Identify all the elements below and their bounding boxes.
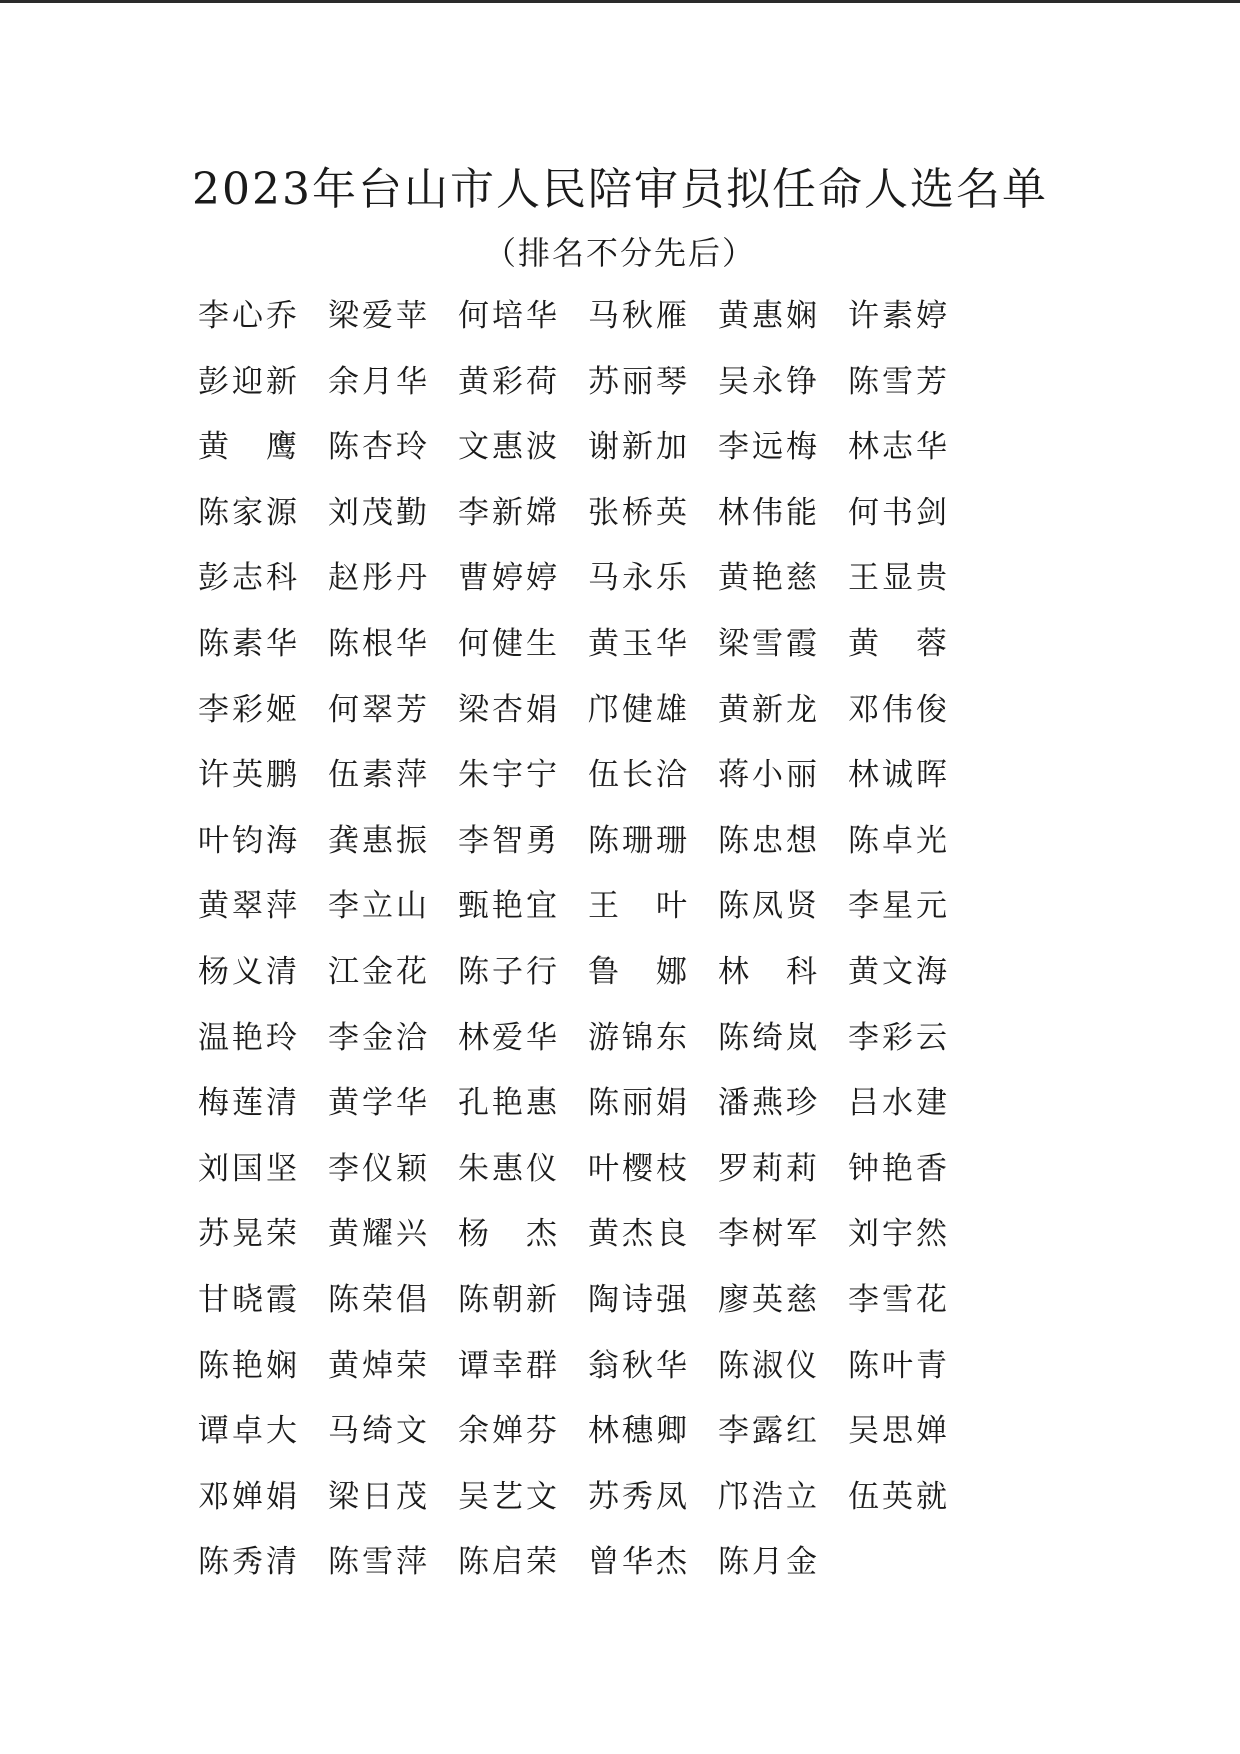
person-name: 鲁 娜 bbox=[588, 953, 690, 990]
person-name: 黄焯荣 bbox=[328, 1347, 430, 1384]
name-row bbox=[198, 688, 998, 754]
person-name: 温艳玲 bbox=[198, 1019, 300, 1056]
person-name: 林 科 bbox=[718, 953, 820, 990]
person-name: 叶樱枝 bbox=[588, 1150, 690, 1187]
person-name: 陈忠想 bbox=[718, 822, 820, 859]
person-name: 陈绮岚 bbox=[718, 1019, 820, 1056]
person-name: 梁日茂 bbox=[328, 1478, 430, 1515]
person-name: 钟艳香 bbox=[848, 1150, 950, 1187]
person-name: 刘国坚 bbox=[198, 1150, 300, 1187]
person-name: 许英鹏 bbox=[198, 757, 300, 794]
person-name: 梅莲清 bbox=[198, 1085, 300, 1122]
person-name: 朱惠仪 bbox=[458, 1150, 560, 1187]
person-name: 陈启荣 bbox=[458, 1544, 560, 1581]
person-name: 吴思婵 bbox=[848, 1413, 950, 1450]
person-name: 黄新龙 bbox=[718, 691, 820, 728]
person-name: 陈子行 bbox=[458, 953, 560, 990]
person-name: 伍英就 bbox=[848, 1478, 950, 1515]
name-row bbox=[198, 1278, 998, 1344]
person-name: 陈秀清 bbox=[198, 1544, 300, 1581]
person-name: 甄艳宜 bbox=[458, 888, 560, 925]
name-row bbox=[198, 622, 998, 688]
scan-edge-line bbox=[0, 0, 1240, 3]
person-name: 王 叶 bbox=[588, 888, 690, 925]
name-row bbox=[198, 950, 998, 1016]
person-name: 陈淑仪 bbox=[718, 1347, 820, 1384]
name-row bbox=[198, 1081, 998, 1147]
person-name: 游锦东 bbox=[588, 1019, 690, 1056]
person-name: 许素婷 bbox=[848, 298, 950, 334]
person-name: 梁雪霞 bbox=[718, 625, 820, 662]
person-name: 梁杏娟 bbox=[458, 691, 560, 728]
person-name: 林诚晖 bbox=[848, 757, 950, 794]
document-subtitle: （排名不分先后） bbox=[483, 234, 756, 272]
person-name: 叶钧海 bbox=[198, 822, 300, 859]
person-name: 黄学华 bbox=[328, 1085, 430, 1122]
person-name: 黄玉华 bbox=[588, 625, 690, 662]
person-name: 龚惠振 bbox=[328, 822, 430, 859]
person-name: 杨 杰 bbox=[458, 1216, 560, 1253]
document-title: 2023年台山市人民陪审员拟任命人选名单 bbox=[192, 164, 1048, 215]
person-name: 王显贵 bbox=[848, 560, 950, 597]
person-name: 苏秀凤 bbox=[588, 1478, 690, 1515]
person-name: 李雪花 bbox=[848, 1281, 950, 1318]
person-name: 甘晓霞 bbox=[198, 1281, 300, 1318]
name-row bbox=[198, 884, 998, 950]
person-name: 林穗卿 bbox=[588, 1413, 690, 1450]
person-name: 黄惠娴 bbox=[718, 298, 820, 334]
person-name: 李星元 bbox=[848, 888, 950, 925]
person-name: 陈雪萍 bbox=[328, 1544, 430, 1581]
name-row bbox=[198, 1540, 998, 1606]
person-name: 伍长洽 bbox=[588, 757, 690, 794]
person-name: 张桥英 bbox=[588, 494, 690, 531]
person-name: 李智勇 bbox=[458, 822, 560, 859]
name-row bbox=[198, 491, 998, 557]
person-name: 刘茂勤 bbox=[328, 494, 430, 531]
person-name: 陈素华 bbox=[198, 625, 300, 662]
person-name: 黄耀兴 bbox=[328, 1216, 430, 1253]
person-name: 陈家源 bbox=[198, 494, 300, 531]
person-name: 黄杰良 bbox=[588, 1216, 690, 1253]
person-name: 潘燕珍 bbox=[718, 1085, 820, 1122]
person-name: 陈朝新 bbox=[458, 1281, 560, 1318]
name-row bbox=[198, 753, 998, 819]
name-row bbox=[198, 1212, 998, 1278]
person-name: 余月华 bbox=[328, 363, 430, 400]
person-name: 吴艺文 bbox=[458, 1478, 560, 1515]
person-name: 梁爱苹 bbox=[328, 298, 430, 334]
person-name: 何健生 bbox=[458, 625, 560, 662]
person-name: 邓伟俊 bbox=[848, 691, 950, 728]
person-name: 马永乐 bbox=[588, 560, 690, 597]
person-name: 陶诗强 bbox=[588, 1281, 690, 1318]
name-row bbox=[198, 425, 998, 491]
person-name: 黄翠萍 bbox=[198, 888, 300, 925]
person-name: 朱宇宁 bbox=[458, 757, 560, 794]
person-name: 谭卓大 bbox=[198, 1413, 300, 1450]
person-name: 李新嫦 bbox=[458, 494, 560, 531]
person-name: 陈荣倡 bbox=[328, 1281, 430, 1318]
person-name: 李彩云 bbox=[848, 1019, 950, 1056]
person-name: 何翠芳 bbox=[328, 691, 430, 728]
person-name: 邝健雄 bbox=[588, 691, 690, 728]
person-name: 曹婷婷 bbox=[458, 560, 560, 597]
person-name: 廖英慈 bbox=[718, 1281, 820, 1318]
person-name: 黄艳慈 bbox=[718, 560, 820, 597]
person-name: 何培华 bbox=[458, 298, 560, 334]
person-name: 黄文海 bbox=[848, 953, 950, 990]
person-name: 彭志科 bbox=[198, 560, 300, 597]
person-name: 苏丽琴 bbox=[588, 363, 690, 400]
name-row bbox=[198, 1344, 998, 1410]
person-name: 林爱华 bbox=[458, 1019, 560, 1056]
person-name: 李彩姬 bbox=[198, 691, 300, 728]
name-list bbox=[198, 294, 998, 1606]
name-row bbox=[198, 819, 998, 885]
person-name: 陈珊珊 bbox=[588, 822, 690, 859]
name-row bbox=[198, 360, 998, 426]
person-name: 余婵芬 bbox=[458, 1413, 560, 1450]
person-name: 陈卓光 bbox=[848, 822, 950, 859]
name-row bbox=[198, 1016, 998, 1082]
person-name: 吕水建 bbox=[848, 1085, 950, 1122]
person-name: 李仪颖 bbox=[328, 1150, 430, 1187]
person-name: 陈月金 bbox=[718, 1544, 820, 1581]
name-row bbox=[198, 294, 998, 360]
name-row bbox=[198, 1409, 998, 1475]
person-name: 文惠波 bbox=[458, 429, 560, 466]
person-name: 刘宇然 bbox=[848, 1216, 950, 1253]
person-name: 黄 鹰 bbox=[198, 429, 300, 466]
person-name: 谢新加 bbox=[588, 429, 690, 466]
person-name: 马秋雁 bbox=[588, 298, 690, 334]
person-name: 何书剑 bbox=[848, 494, 950, 531]
person-name: 江金花 bbox=[328, 953, 430, 990]
person-name: 陈艳娴 bbox=[198, 1347, 300, 1384]
person-name: 黄 蓉 bbox=[848, 625, 950, 662]
person-name: 吴永铮 bbox=[718, 363, 820, 400]
person-name: 李立山 bbox=[328, 888, 430, 925]
person-name: 谭幸群 bbox=[458, 1347, 560, 1384]
person-name: 苏晃荣 bbox=[198, 1216, 300, 1253]
person-name: 罗莉莉 bbox=[718, 1150, 820, 1187]
name-row bbox=[198, 1147, 998, 1213]
person-name: 杨义清 bbox=[198, 953, 300, 990]
person-name: 蒋小丽 bbox=[718, 757, 820, 794]
person-name: 曾华杰 bbox=[588, 1544, 690, 1581]
person-name: 翁秋华 bbox=[588, 1347, 690, 1384]
person-name: 孔艳惠 bbox=[458, 1085, 560, 1122]
person-name: 李树军 bbox=[718, 1216, 820, 1253]
person-name: 陈雪芳 bbox=[848, 363, 950, 400]
person-name: 李金洽 bbox=[328, 1019, 430, 1056]
person-name: 陈根华 bbox=[328, 625, 430, 662]
person-name: 赵彤丹 bbox=[328, 560, 430, 597]
person-name: 李心乔 bbox=[198, 298, 300, 334]
person-name: 黄彩荷 bbox=[458, 363, 560, 400]
person-name: 彭迎新 bbox=[198, 363, 300, 400]
name-row bbox=[198, 556, 998, 622]
person-name: 陈杏玲 bbox=[328, 429, 430, 466]
person-name: 陈凤贤 bbox=[718, 888, 820, 925]
person-name: 陈叶青 bbox=[848, 1347, 950, 1384]
person-name: 林伟能 bbox=[718, 494, 820, 531]
name-row bbox=[198, 1475, 998, 1541]
person-name: 马绮文 bbox=[328, 1413, 430, 1450]
person-name: 李露红 bbox=[718, 1413, 820, 1450]
person-name: 邝浩立 bbox=[718, 1478, 820, 1515]
person-name: 伍素萍 bbox=[328, 757, 430, 794]
person-name: 林志华 bbox=[848, 429, 950, 466]
person-name: 李远梅 bbox=[718, 429, 820, 466]
person-name: 邓婵娟 bbox=[198, 1478, 300, 1515]
person-name: 陈丽娟 bbox=[588, 1085, 690, 1122]
